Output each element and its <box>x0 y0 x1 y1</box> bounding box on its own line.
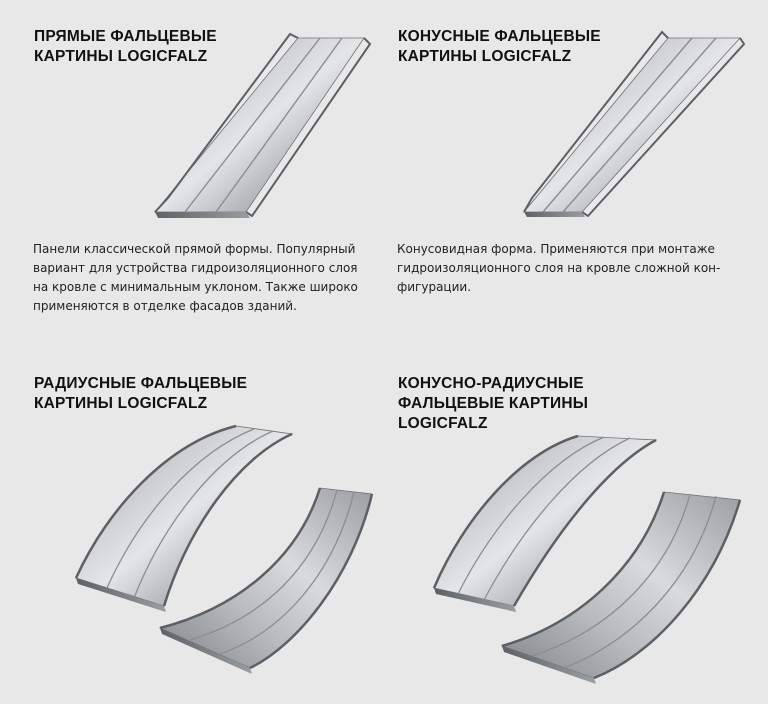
straight-seam-panel-image <box>150 30 375 220</box>
conical-seam-panel-image <box>518 28 746 218</box>
radius-seam-panels-image <box>68 418 378 688</box>
conical-radius-seam-panels-image <box>428 428 744 690</box>
section-title: КОНУСНЫЕ ФАЛЬЦЕВЫЕ КАРТИНЫ LOGICFALZ <box>398 28 601 65</box>
section-title: РАДИУСНЫЕ ФАЛЬЦЕВЫЕ КАРТИНЫ LOGICFALZ <box>34 375 248 412</box>
section-title: КОНУСНО-РАДИУСНЫЕ ФАЛЬЦЕВЫЕ КАРТИНЫ LOGICFALZ <box>398 375 589 432</box>
section-description: Конусовидная форма. Применяются при монтаже гидроизоляционного слоя на кровле сложной кон- фигурации. <box>397 242 721 294</box>
section-title: ПРЯМЫЕ ФАЛЬЦЕВЫЕ КАРТИНЫ LOGICFALZ <box>34 28 217 65</box>
section-description: Панели классической прямой формы. Популярный вариант для устройства гидроизоляционного слоя на кровле с минимальным уклоном. Также широко применяются в отделке фасадов зданий. <box>33 242 358 313</box>
